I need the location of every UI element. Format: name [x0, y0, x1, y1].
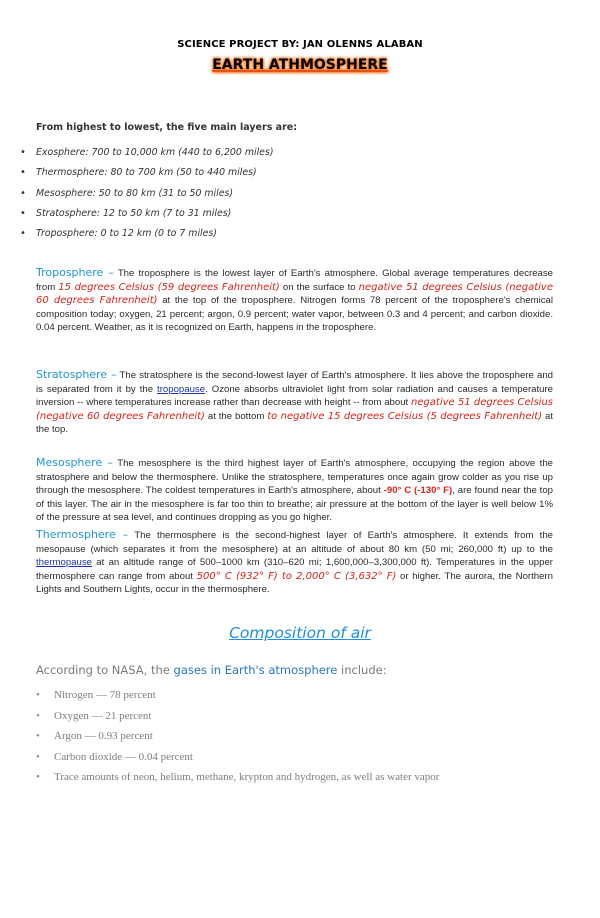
stratosphere-top-temp: to negative 15 degrees Celsius (5 degrees Fahrenheit)	[267, 410, 543, 422]
thermosphere-paragraph	[36, 528, 553, 597]
gas-item-nitrogen: • Nitrogen — 78 percent	[36, 685, 439, 706]
stratosphere-text-2: . Ozone absorbs ultraviolet light from solar radiation and causes a temperature inversion -- where temperatures increase rather than decrease with height -- from about	[36, 383, 554, 409]
gas-item-carbon-dioxide: • Carbon dioxide — 0.04 percent	[36, 747, 439, 768]
gases-link[interactable]: gases in Earth's atmosphere	[173, 663, 338, 677]
thermosphere-text-3: or higher. The aurora, the Northern Lights and Southern Lights, occur in the thermosphere.	[36, 570, 553, 596]
stratosphere-bottom-temp: negative 51 degrees Celsius (negative 60 degrees Fahrenheit)	[36, 397, 553, 422]
mesosphere-heading: Mesosphere –	[36, 456, 113, 469]
troposphere-top-temp: negative 51 degrees Celsius (negative 60 degrees Fahrenheit)	[36, 281, 554, 307]
title-container	[0, 56, 600, 74]
mesosphere-paragraph	[36, 456, 553, 525]
nasa-lead-b: include:	[337, 663, 387, 677]
troposphere-text-2: on the surface to	[279, 281, 359, 293]
thermosphere-text-1: The thermosphere is the second-highest layer of Earth's atmosphere. It extends from the mesopause (which separates it from the mesosphere) at an altitude of about 80 km (50 mi; 260,000 ft) up to the	[36, 530, 553, 555]
layer-item-troposphere: • Troposphere: 0 to 12 km (0 to 7 miles)	[20, 224, 274, 244]
gas-item-trace: • Trace amounts of neon, helium, methane, krypton and hydrogen, as well as water vapor	[36, 767, 439, 788]
troposphere-text-1: The troposphere is the lowest layer of Earth's atmosphere. Global average temperatures decrease from	[36, 268, 553, 293]
thermopause-link[interactable]: thermopause	[36, 557, 92, 569]
thermosphere-heading: Thermosphere –	[36, 528, 129, 541]
layer-item-thermosphere: • Thermosphere: 80 to 700 km (50 to 440 miles)	[20, 163, 274, 183]
nasa-lead	[36, 663, 387, 677]
composition-title: Composition of air	[229, 624, 371, 642]
thermosphere-text-2: at an altitude range of 500–1000 km (310–620 mi; 1,600,000–3,300,000 ft). Temperatures in the upper thermosphere can range from about	[36, 557, 553, 582]
troposphere-heading: Troposphere –	[36, 266, 114, 279]
gas-item-oxygen: • Oxygen — 21 percent	[36, 706, 439, 727]
layer-item-mesosphere: • Mesosphere: 50 to 80 km (31 to 50 miles)	[20, 184, 274, 204]
nasa-lead-a: According to NASA, the	[36, 663, 174, 677]
troposphere-paragraph	[36, 266, 553, 335]
tropopause-link[interactable]: tropopause	[157, 383, 206, 395]
stratosphere-text-1: The stratosphere is the second-lowest layer of Earth's atmosphere. It lies above the troposphere and is separated from it by the	[36, 370, 553, 395]
mesosphere-text-2: , are found near the top of this layer. The air in the mesosphere is far too thin to breathe; air pressure at the bottom of the layer is well below 1% of the pressure at sea level, and continues dropping as you go higher.	[36, 485, 553, 524]
stratosphere-heading: Stratosphere –	[36, 368, 117, 381]
page-title: EARTH ATHMOSPHERE	[212, 57, 388, 73]
gases-list	[36, 685, 439, 788]
composition-title-container	[0, 624, 600, 643]
stratosphere-text-4: at the top.	[36, 410, 554, 436]
author-byline: SCIENCE PROJECT BY: JAN OLENNS ALABAN	[177, 39, 423, 50]
stratosphere-text-3: at the bottom	[204, 410, 268, 422]
stratosphere-paragraph	[36, 368, 553, 437]
layer-item-stratosphere: • Stratosphere: 12 to 50 km (7 to 31 miles)	[20, 204, 274, 224]
troposphere-text-3: at the top of the troposphere. Nitrogen forms 78 percent of the troposphere's chemical composition today; oxygen, 21 percent; argon, 0.9 percent; water vapor, between 0.3 and 4 percent; and carbon dioxide. 0.04 percent. Weather, as it is recognized on Earth, happens in the troposphere.	[36, 295, 553, 334]
mesosphere-text-1: The mesosphere is the third highest layer of Earth's atmosphere, occupying the region above the stratosphere and below the thermosphere. Unlike the stratosphere, temperatures once again grow colder as you rise up through the mesosphere. The coldest temperatures in Earth's atmosphere, about	[36, 458, 553, 497]
gas-item-argon: • Argon — 0.93 percent	[36, 726, 439, 747]
layers-list	[20, 143, 274, 244]
troposphere-surface-temp: 15 degrees Celsius (59 degrees Fahrenheit)	[58, 281, 280, 293]
layer-item-exosphere: • Exosphere: 700 to 10,000 km (440 to 6,200 miles)	[20, 143, 274, 163]
thermosphere-temp-range: 500° C (932° F) to 2,000° C (3,632° F)	[196, 570, 397, 582]
mesosphere-coldest-temp: -90° C (-130° F)	[383, 485, 453, 497]
layers-intro: From highest to lowest, the five main layers are:	[36, 122, 297, 133]
